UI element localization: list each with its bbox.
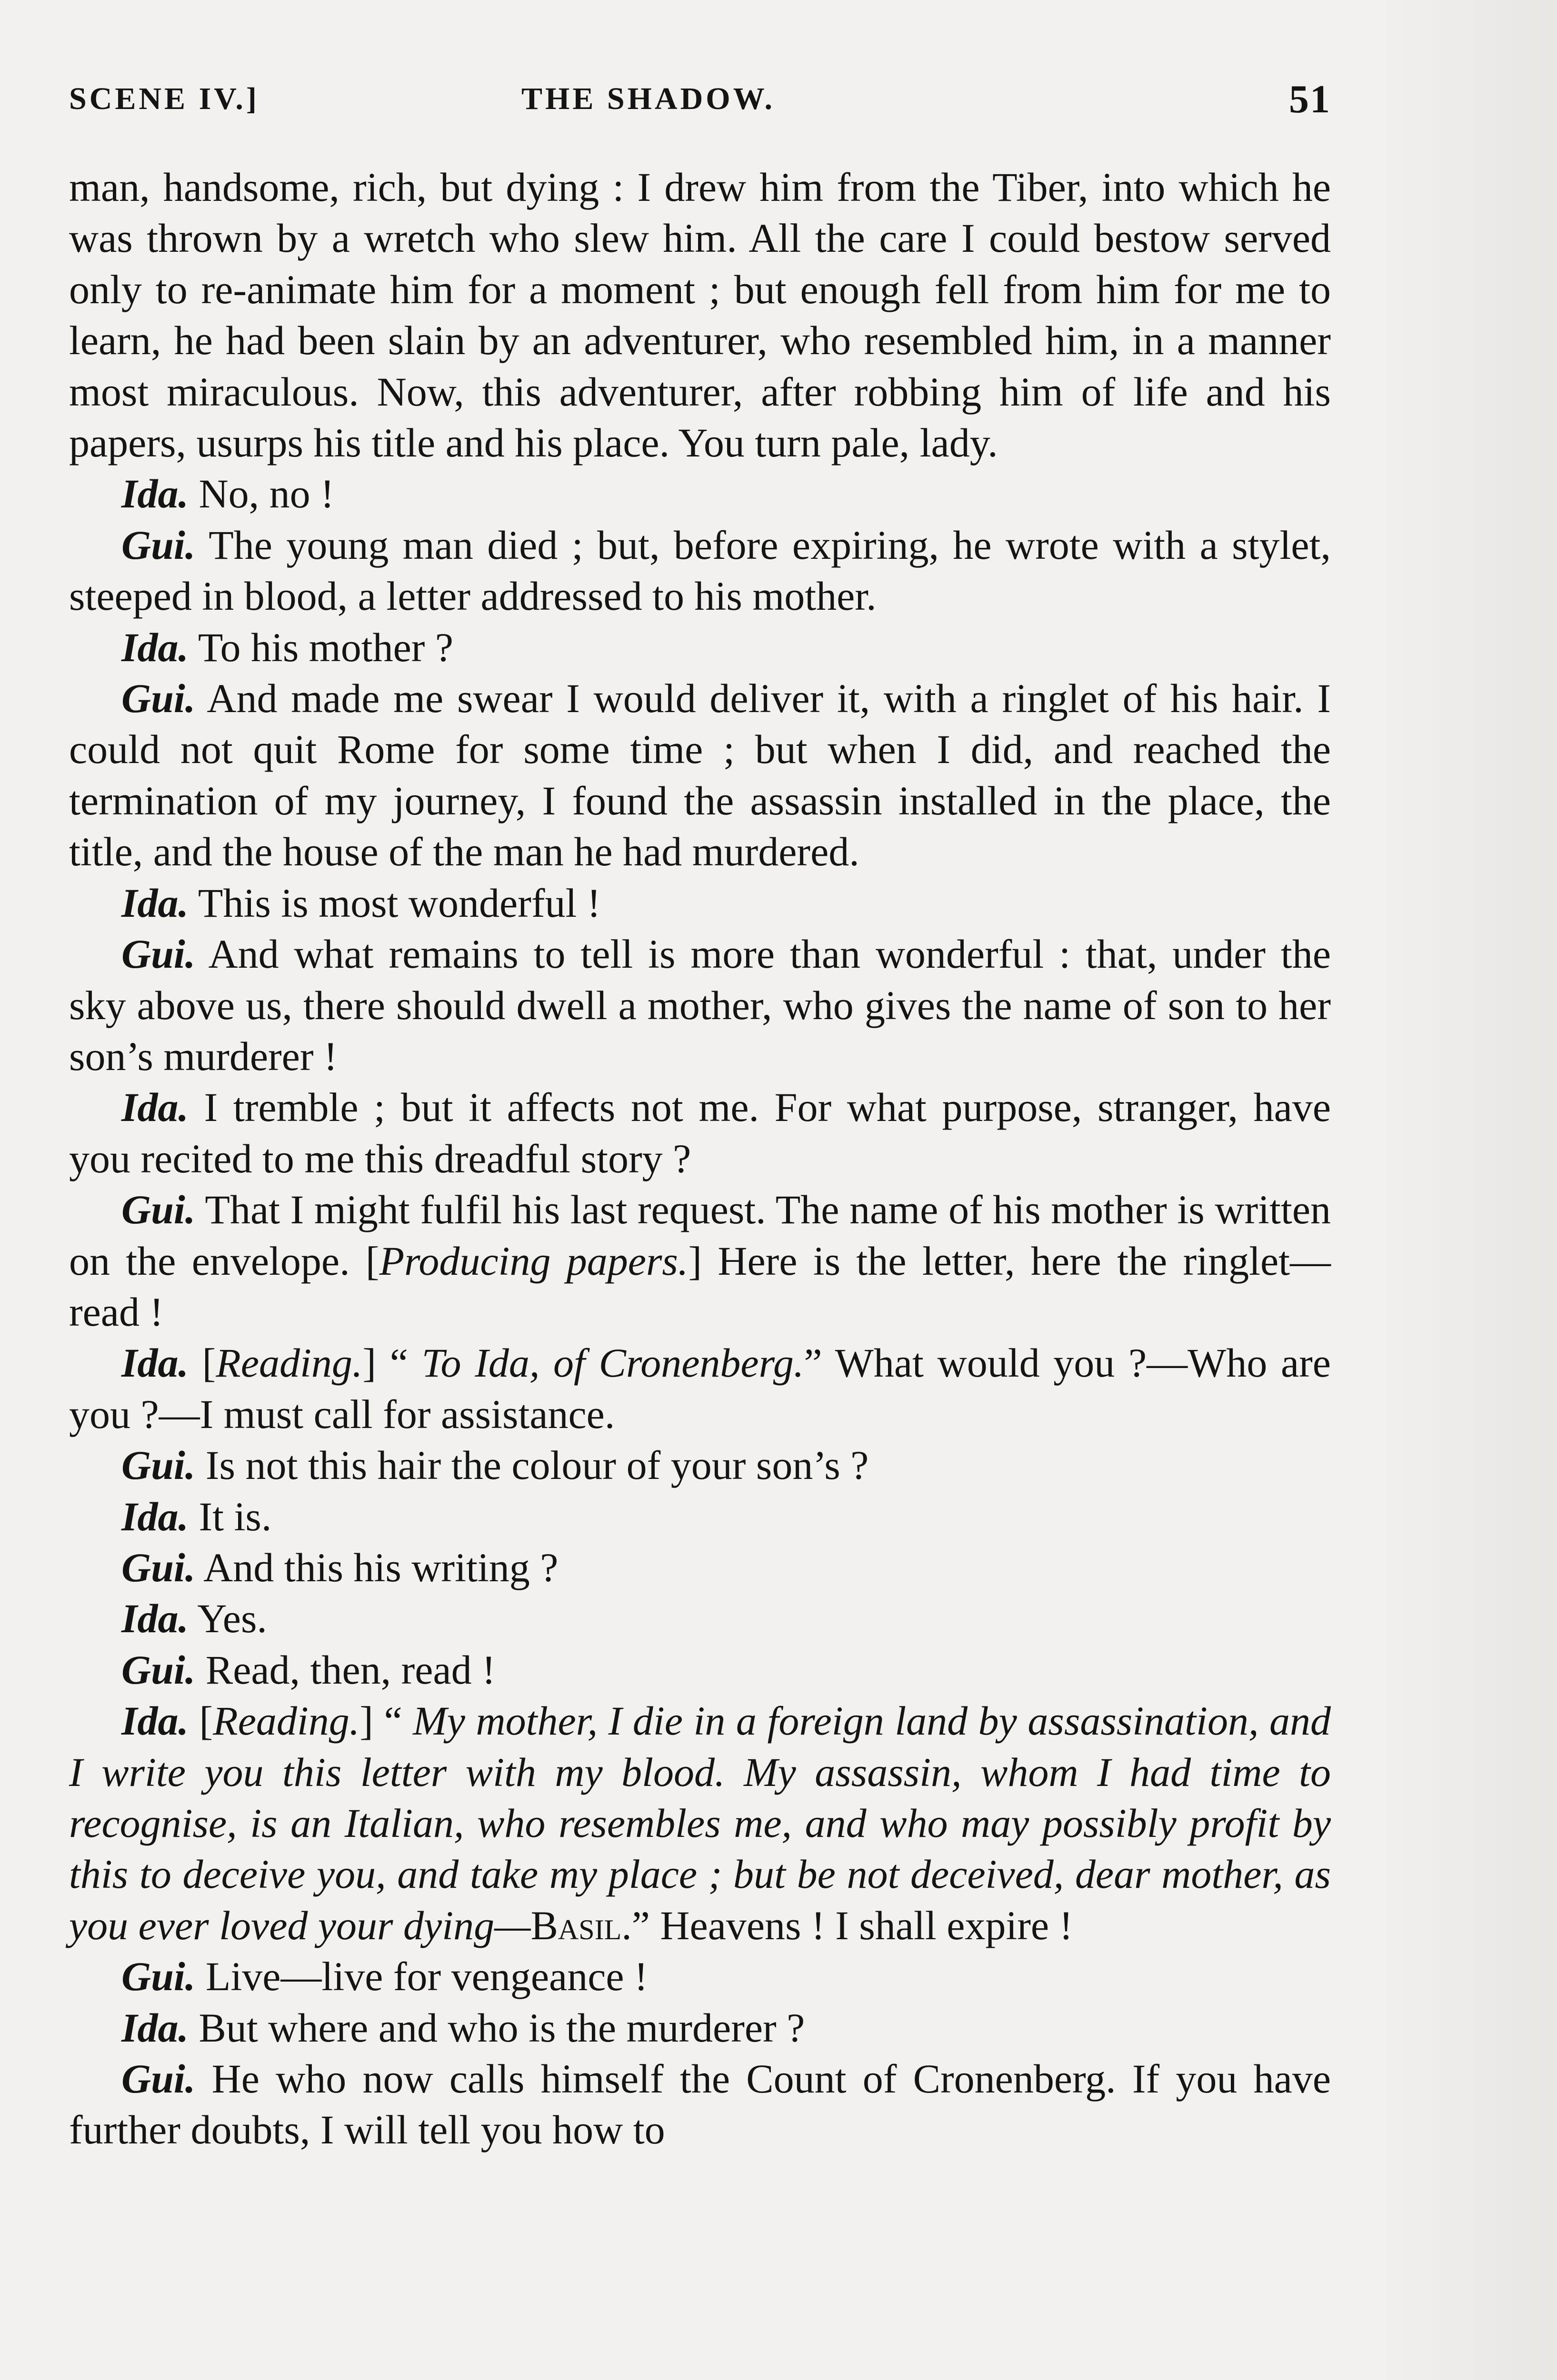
play-title: THE SHADOW. — [521, 81, 776, 116]
speaker-label: Ida. — [121, 1340, 189, 1386]
text-segment: He who now calls himself the Count of Cronenberg. If you have further doubts, I will tell you how to — [69, 2056, 1331, 2153]
paragraph — [69, 929, 1331, 1082]
speaker-label: Ida. — [121, 1698, 189, 1744]
text-segment: Yes. — [188, 1596, 267, 1642]
text-segment: I tremble ; but it affects not me. For what purpose, stranger, have you recited to me this dreadful story ? — [69, 1084, 1331, 1181]
text-segment: This is most wonderful ! — [188, 880, 601, 926]
text-segment: And what remains to tell is more than wonderful : that, under the sky above us, there should dwell a mother, who gives the name of son to her son’s murderer ! — [69, 931, 1331, 1079]
paragraph — [69, 1645, 1331, 1696]
text-segment: Is not this hair the colour of your son’s ? — [195, 1442, 869, 1488]
text-segment: And this his writing ? — [195, 1544, 559, 1590]
paragraph — [69, 673, 1331, 878]
text-segment: ] “ — [362, 1340, 422, 1386]
paragraph — [69, 520, 1331, 622]
speaker-label: Ida. — [121, 2004, 189, 2051]
text-segment: That I might fulfil his last request. The name of his mother is written on the envelope. [ — [69, 1187, 1331, 1284]
paragraph — [69, 1440, 1331, 1491]
text-segment: Live—live for vengeance ! — [195, 1954, 648, 2000]
speaker-label: Gui. — [121, 1442, 196, 1488]
paragraph — [69, 1184, 1331, 1338]
text-segment: ] “ — [359, 1698, 413, 1744]
text-segment: To his mother ? — [188, 624, 454, 670]
text-segment: ] Here is the letter, here the ringlet—read ! — [69, 1238, 1331, 1335]
speaker-label: Ida. — [121, 1493, 189, 1539]
paragraph — [69, 1951, 1331, 2002]
italic-text: Reading. — [216, 1340, 363, 1386]
speaker-label: Ida. — [121, 624, 189, 670]
paragraph — [69, 1491, 1331, 1542]
paragraph — [69, 1082, 1331, 1184]
text-segment: ” What would you ?—Who are you ?—I must call for assistance. — [69, 1340, 1331, 1437]
paragraph — [69, 622, 1331, 673]
text-segment: [ — [188, 1340, 216, 1386]
speaker-label: Gui. — [121, 1954, 196, 2000]
italic-text: To Ida, of Cronenberg. — [421, 1340, 804, 1386]
running-head — [69, 76, 1331, 133]
paragraph — [69, 162, 1331, 468]
speaker-label: Gui. — [121, 1187, 196, 1233]
speaker-label: Ida. — [121, 1084, 189, 1130]
speaker-label: Gui. — [121, 2056, 196, 2102]
book-page — [69, 76, 1331, 2380]
paragraph — [69, 1338, 1331, 1440]
text-segment: No, no ! — [188, 471, 334, 517]
text-segment: Read, then, read ! — [195, 1646, 496, 1693]
paragraph — [69, 878, 1331, 929]
paragraph — [69, 1593, 1331, 1644]
speaker-label: Gui. — [121, 931, 196, 977]
text-segment: And made me swear I would deliver it, with a ringlet of his hair. I could not quit Rome for some time ; but when I did, and reached the termination of my journey, I found the assassin installed in the place, the title, and the house of the man he had murdered. — [69, 675, 1331, 875]
show-through-shadow — [1357, 0, 1557, 2380]
speaker-label: Ida. — [121, 471, 189, 517]
paragraph — [69, 468, 1331, 519]
text-segment: But where and who is the murderer ? — [188, 2004, 805, 2051]
paragraph — [69, 1542, 1331, 1593]
paragraph — [69, 2003, 1331, 2053]
italic-text: Producing papers. — [379, 1238, 689, 1284]
text-segment: It is. — [188, 1493, 272, 1539]
speaker-label: Ida. — [121, 880, 189, 926]
paragraph — [69, 2053, 1331, 2156]
speaker-label: Gui. — [121, 675, 196, 722]
scene-label: SCENE IV.] — [69, 81, 260, 116]
italic-text: My mother, I die in a foreign land by assassination, and I write you this letter with my blood. My assassin, whom I had time to recognise, is an Italian, who resembles me, and who may possibly profit by this to deceive you, and take my place ; but be not deceived, dear mother, as you ever loved your dying— — [69, 1698, 1331, 1948]
text-segment: man, handsome, rich, but dying : I drew him from the Tiber, into which he was thrown by a wretch who slew him. All the care I could bestow served only to re-animate him for a moment ; but enough fell from him for me to learn, he had been slain by an adventurer, who resembled him, in a manner most miraculous. Now, this adventurer, after robbing him of life and his papers, usurps his title and his place. You turn pale, lady. — [69, 164, 1331, 466]
speaker-label: Ida. — [121, 1596, 189, 1642]
paragraph — [69, 1696, 1331, 1951]
speaker-label: Gui. — [121, 1646, 196, 1693]
speaker-label: Gui. — [121, 1544, 196, 1590]
small-caps-text: Basil. — [530, 1902, 632, 1948]
page-number: 51 — [1289, 77, 1331, 121]
text-segment: The young man died ; but, before expiring, he wrote with a stylet, steeped in blood, a letter addressed to his mother. — [69, 522, 1331, 619]
text-segment: [ — [188, 1698, 213, 1744]
speaker-label: Gui. — [121, 522, 196, 568]
text-segment: ” Heavens ! I shall expire ! — [631, 1902, 1073, 1948]
dialogue-text — [69, 162, 1331, 2156]
italic-text: Reading. — [213, 1698, 360, 1744]
